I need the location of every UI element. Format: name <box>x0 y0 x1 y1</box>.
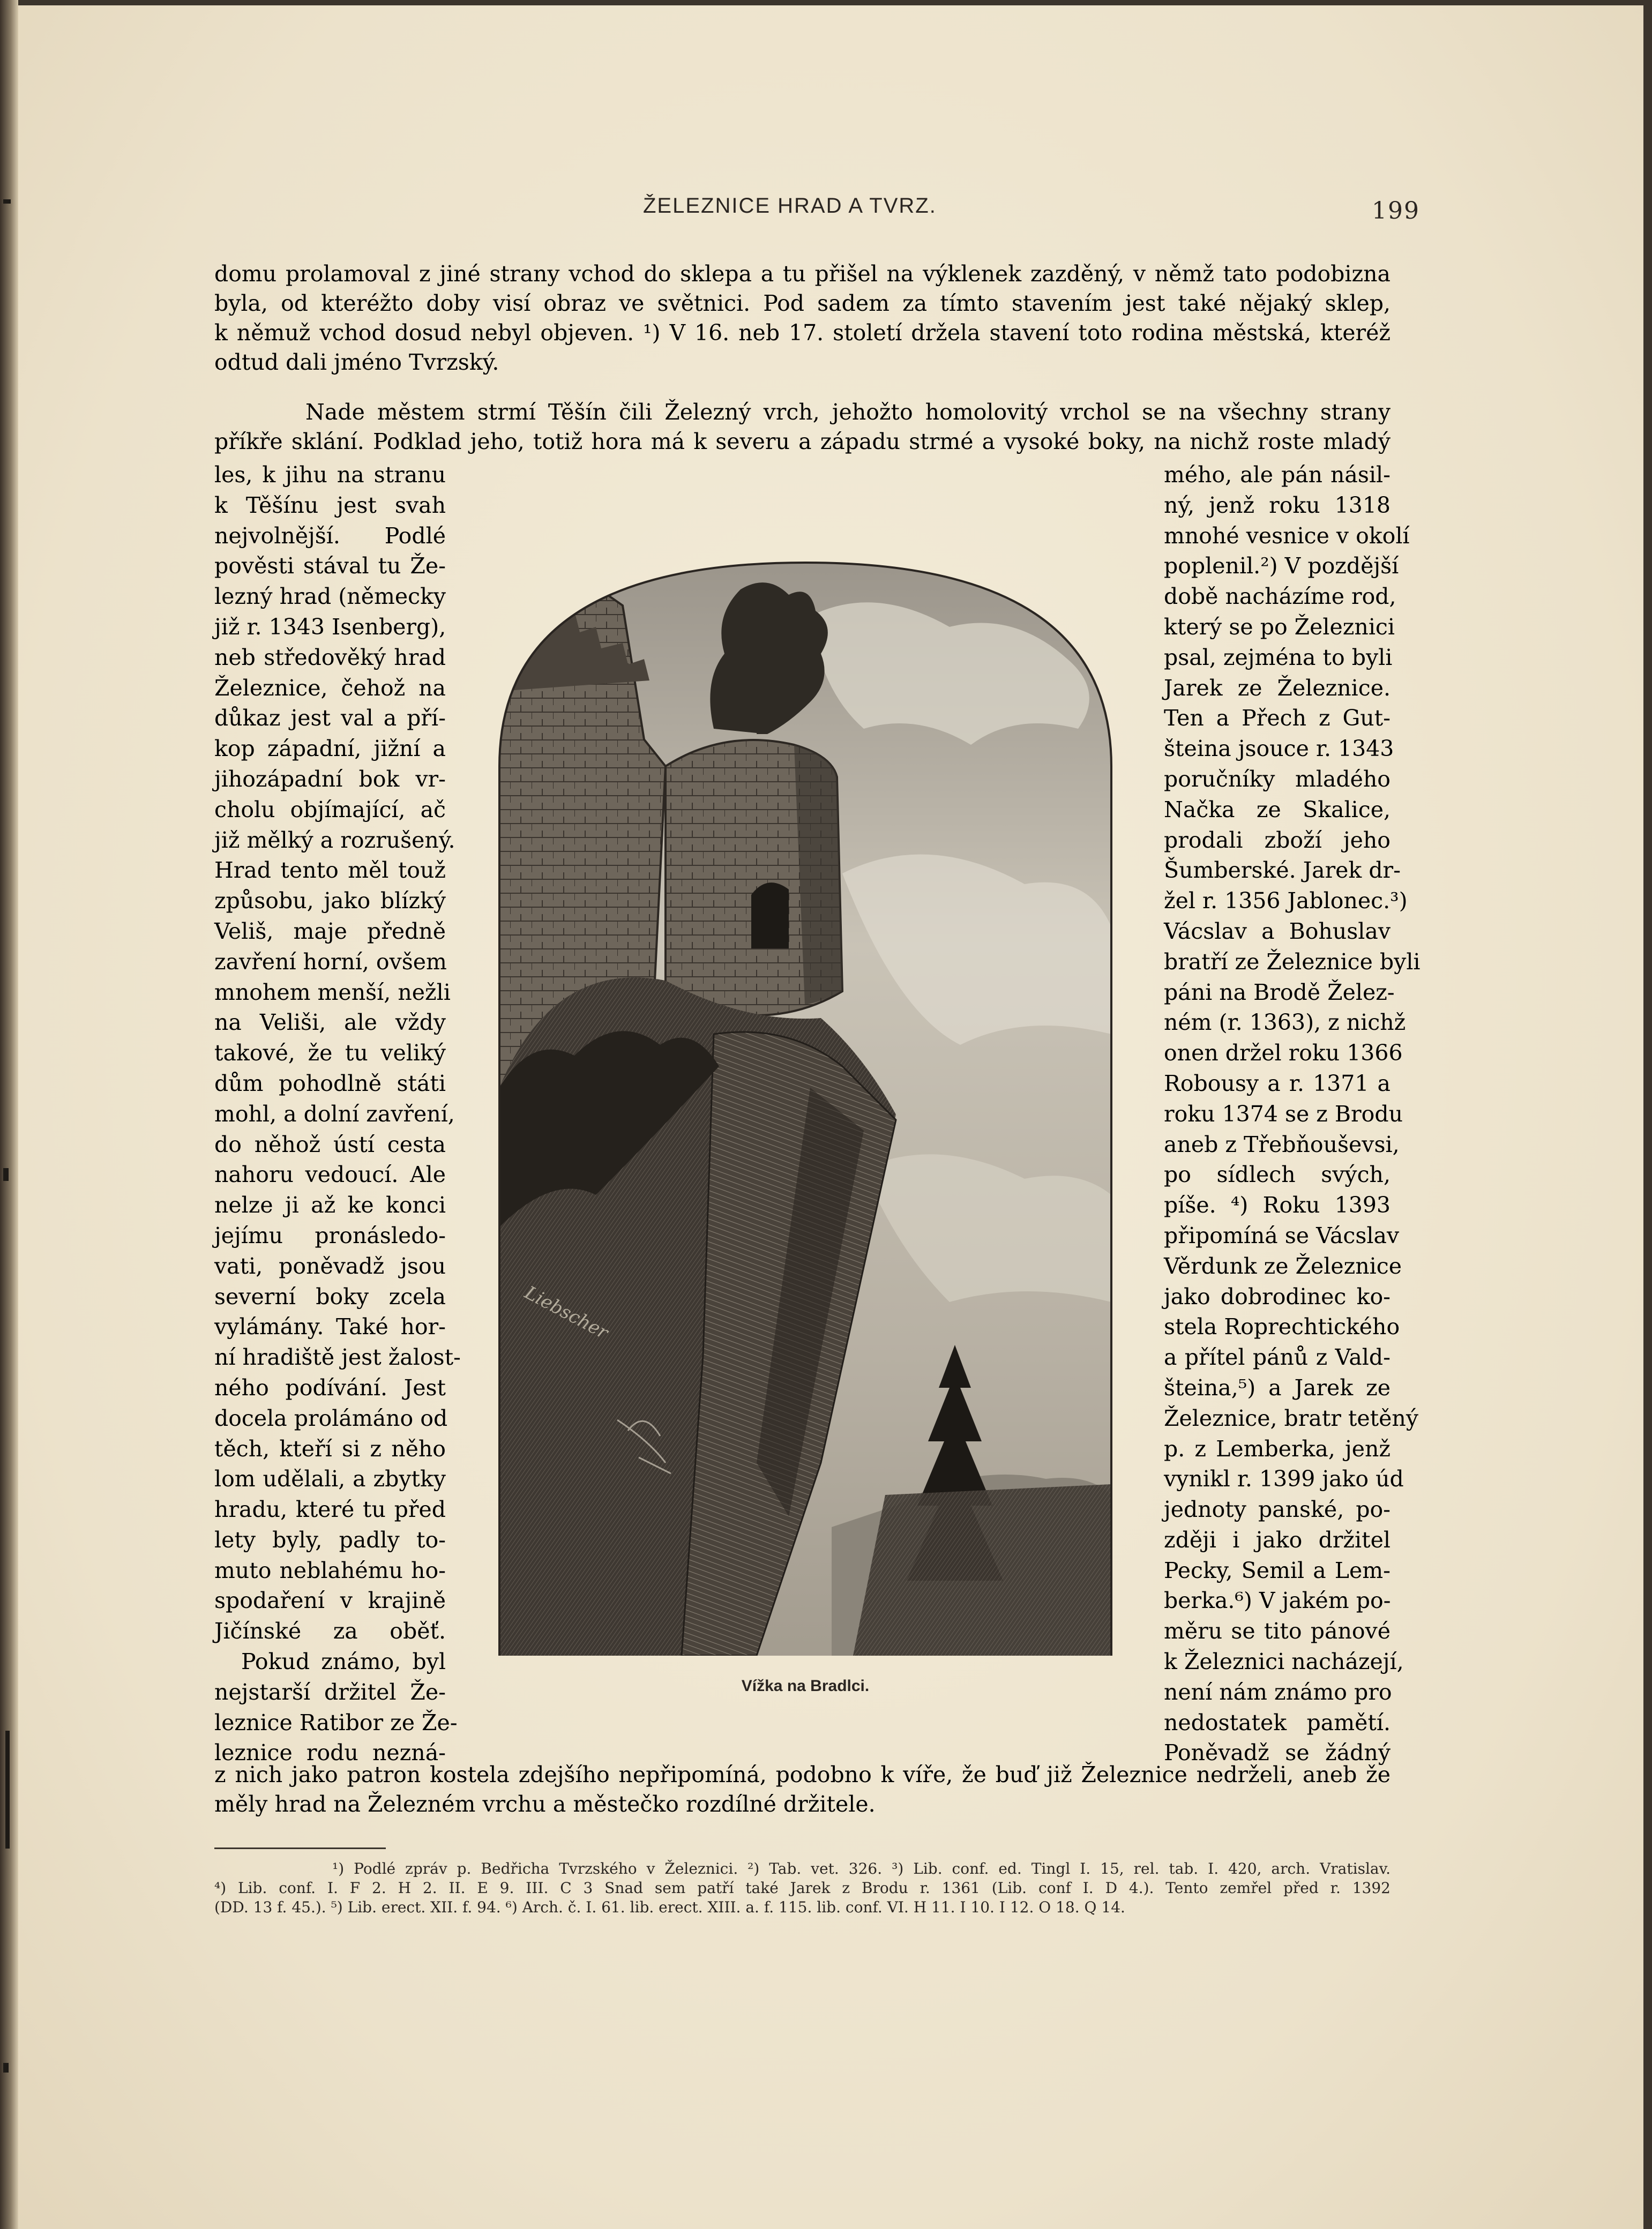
column-line: vylámány. Také hor- <box>214 1314 446 1340</box>
column-line: již mělký a rozrušený. <box>214 827 455 853</box>
column-line: důkaz jest val a pří- <box>214 705 446 731</box>
column-line: jihozápadní bok vr- <box>214 766 446 792</box>
column-line: šteina jsouce r. 1343 <box>1164 736 1394 762</box>
column-line: cholu objímající, ač <box>214 796 446 822</box>
footnote-rule <box>214 1847 386 1849</box>
column-line: leznice Ratibor ze Že- <box>214 1709 458 1736</box>
text-line: domu prolamoval z jiné strany vchod do sklepa a tu přišel na výklenek zazděný, v němž tato podobizna <box>214 261 1391 287</box>
column-line: již r. 1343 Isenberg), <box>214 614 446 640</box>
column-line: Veliš, maje předně <box>214 918 446 944</box>
column-line: nejstarší držitel Že- <box>214 1679 446 1705</box>
text-line: k němuž vchod dosud nebyl objeven. ¹) V 16. neb 17. století držela stavení toto rodina městská, kteréž <box>214 320 1391 346</box>
column-line: do něhož ústí cesta <box>214 1131 446 1157</box>
text-line: z nich jako patron kostela zdejšího nepřipomíná, podobno k víře, že buď již Železnice nedrželi, aneb že <box>214 1762 1391 1787</box>
column-line: nejvolnější. Podlé <box>214 522 446 549</box>
column-line: a přítel pánů z Vald- <box>1164 1344 1391 1371</box>
column-line: takové, že tu veliký <box>214 1040 446 1066</box>
column-line: onen držel roku 1366 <box>1164 1040 1403 1066</box>
column-line: k Železnici nacházejí, <box>1164 1649 1404 1675</box>
column-line: Železnice, bratr tetěný <box>1164 1405 1418 1431</box>
column-line: psal, zejména to byli <box>1164 644 1393 670</box>
column-line: Načka ze Skalice, <box>1164 796 1391 822</box>
column-line: mnohé vesnice v okolí <box>1164 522 1410 549</box>
left-text-column <box>214 460 461 1768</box>
column-line: jednoty panské, po- <box>1164 1497 1391 1523</box>
column-line: Vácslav a Bohuslav <box>1164 918 1391 944</box>
column-line: lom udělali, a zbytky <box>214 1466 446 1492</box>
intro-paragraph <box>214 259 1391 377</box>
column-line: bratří ze Železnice byli <box>1164 948 1421 975</box>
column-line: Železnice, čehož na <box>214 675 446 701</box>
column-line: není nám známo pro <box>1164 1679 1392 1705</box>
column-line: dům pohodlně státi <box>214 1070 446 1096</box>
column-line: vynikl r. 1399 jako úd <box>1164 1466 1404 1492</box>
column-line: měru se tito pánové <box>1164 1618 1391 1644</box>
column-line: na Veliši, ale vždy <box>214 1009 446 1036</box>
column-line: leznice rodu nezná- <box>214 1740 446 1766</box>
column-line: berka.⁶) V jakém po- <box>1164 1588 1391 1614</box>
closing-paragraph <box>214 1760 1391 1819</box>
scan-mark <box>3 1168 9 1181</box>
column-line: poručníky mladého <box>1164 766 1391 792</box>
text-line: odtud dali jméno Tvrzský. <box>214 349 499 375</box>
column-line: ný, jenž roku 1318 <box>1164 492 1391 518</box>
column-line: zavření horní, ovšem <box>214 948 447 975</box>
scan-top-edge <box>0 0 1652 5</box>
column-line: po sídlech svých, <box>1164 1162 1391 1188</box>
column-line: ném (r. 1363), z nichž <box>1164 1009 1406 1036</box>
engraver-signature: Liebscher <box>521 1282 612 1344</box>
footnote-line: (DD. 13 f. 45.). ⁵) Lib. erect. XII. f. 94. ⁶) Arch. č. I. 61. lib. erect. XIII. a. f. 115. lib. conf. VI. H 11. I 10. I 12. O 18. Q 14. <box>214 1898 1125 1916</box>
column-line: muto neblahému ho- <box>214 1557 446 1583</box>
column-line: aneb z Třebňouševsi, <box>1164 1131 1400 1157</box>
column-line: poplenil.²) V pozdější <box>1164 553 1399 579</box>
footnotes <box>214 1859 1391 1917</box>
column-line: lety byly, padly to- <box>214 1527 446 1553</box>
column-line: nedostatek pamětí. <box>1164 1709 1391 1736</box>
column-line: kop západní, jižní a <box>214 736 446 762</box>
text-line: Nade městem strmí Těšín čili Železný vrch, jehožto homolovitý vrchol se na všechny strany <box>305 399 1391 425</box>
column-line: době nacházíme rod, <box>1164 584 1396 610</box>
column-line: mohl, a dolní zavření, <box>214 1101 455 1127</box>
column-line: Jarek ze Železnice. <box>1164 675 1391 701</box>
column-line: šteina,⁵) a Jarek ze <box>1164 1374 1391 1401</box>
column-line: připomíná se Vácslav <box>1164 1222 1400 1248</box>
column-line: způsobu, jako blízký <box>214 888 446 914</box>
column-line: lezný hrad (německy <box>214 584 446 610</box>
paragraph-tesin <box>214 398 1391 457</box>
column-line: Pokud známo, byl <box>241 1649 446 1675</box>
column-line: Věrdunk ze Železnice <box>1164 1253 1402 1279</box>
column-line: Jičínské za oběť. <box>214 1618 446 1644</box>
column-line: mnohem menší, nežli <box>214 979 451 1005</box>
column-line: stela Roprechtického <box>1164 1314 1400 1340</box>
scan-mark <box>3 2063 9 2073</box>
scan-mark <box>3 199 11 204</box>
column-line: ného podívání. Jest <box>214 1374 446 1401</box>
column-line: který se po Železnici <box>1164 614 1395 640</box>
scan-right-edge <box>1643 0 1652 2229</box>
text-line: byla, od kteréžto doby visí obraz ve světnici. Pod sadem za tímto stavením jest také nějaký sklep, <box>214 290 1391 316</box>
book-binding-edge <box>0 0 18 2229</box>
text-line: měly hrad na Železném vrchu a městečko rozdílné držitele. <box>214 1791 876 1817</box>
column-line: Pecky, Semil a Lem- <box>1164 1557 1391 1583</box>
scan-mark <box>5 1731 10 1849</box>
footnote-line: ¹) Podlé zpráv p. Bedřicha Tvrzského v Železnici. ²) Tab. vet. 326. ³) Lib. conf. ed. Tingl I. 15, rel. tab. I. 420, arch. Vratislav. <box>332 1860 1391 1878</box>
column-line: les, k jihu na stranu <box>214 462 446 488</box>
page-number: 199 <box>1372 197 1420 225</box>
column-line: zději i jako držitel <box>1164 1527 1391 1553</box>
column-line: nahoru vedoucí. Ale <box>214 1162 446 1188</box>
running-header <box>214 194 1420 226</box>
castle-tower-engraving <box>489 552 1122 1677</box>
column-line: k Těšínu jest svah <box>214 492 446 518</box>
column-line: p. z Lemberka, jenž <box>1164 1435 1391 1462</box>
column-line: Ten a Přech z Gut- <box>1164 705 1391 731</box>
column-line: prodali zboží jeho <box>1164 827 1391 853</box>
column-line: ní hradiště jest žalost- <box>214 1344 461 1371</box>
column-line: spodaření v krajině <box>214 1588 446 1614</box>
column-line: Hrad tento měl touž <box>214 857 446 884</box>
column-line: Šumberské. Jarek dr- <box>1164 857 1401 884</box>
column-line: docela prolámáno od <box>214 1405 448 1431</box>
column-line: páni na Brodě Želez- <box>1164 979 1395 1005</box>
engraving-figure <box>489 552 1122 1677</box>
column-line: severní boky zcela <box>214 1283 446 1310</box>
running-title: ŽELEZNICE HRAD A TVRZ. <box>643 194 937 218</box>
column-line: píše. ⁴) Roku 1393 <box>1164 1192 1391 1218</box>
column-line: pověsti stával tu Že- <box>214 553 446 579</box>
column-line: neb středověký hrad <box>214 644 446 670</box>
column-line: jako dobrodinec ko- <box>1164 1283 1391 1310</box>
column-line: jejímu pronásledo- <box>214 1222 446 1248</box>
column-line: Poněvadž se žádný <box>1164 1740 1391 1766</box>
footnote-line: ⁴) Lib. conf. I. F 2. H 2. II. E 9. III. C 3 Snad sem patří také Jarek z Brodu r. 1361 (Lib. conf I. D 4.). Tento zemřel před r. 1392 <box>214 1879 1391 1897</box>
column-line: těch, kteří si z něho <box>214 1435 446 1462</box>
text-line: příkře sklání. Podklad jeho, totiž hora má k severu a západu strmé a vysoké boky, na nichž roste mladý <box>214 429 1391 454</box>
column-line: žel r. 1356 Jablonec.³) <box>1164 888 1408 914</box>
figure-caption: Vížka na Bradlci. <box>741 1677 870 1695</box>
column-line: roku 1374 se z Brodu <box>1164 1101 1403 1127</box>
column-line: hradu, které tu před <box>214 1497 446 1523</box>
column-line: vati, poněvadž jsou <box>214 1253 446 1279</box>
column-line: Robousy a r. 1371 a <box>1164 1070 1391 1096</box>
column-line: nelze ji až ke konci <box>214 1192 446 1218</box>
right-text-column <box>1164 460 1421 1768</box>
column-line: mého, ale pán násil- <box>1164 462 1391 488</box>
